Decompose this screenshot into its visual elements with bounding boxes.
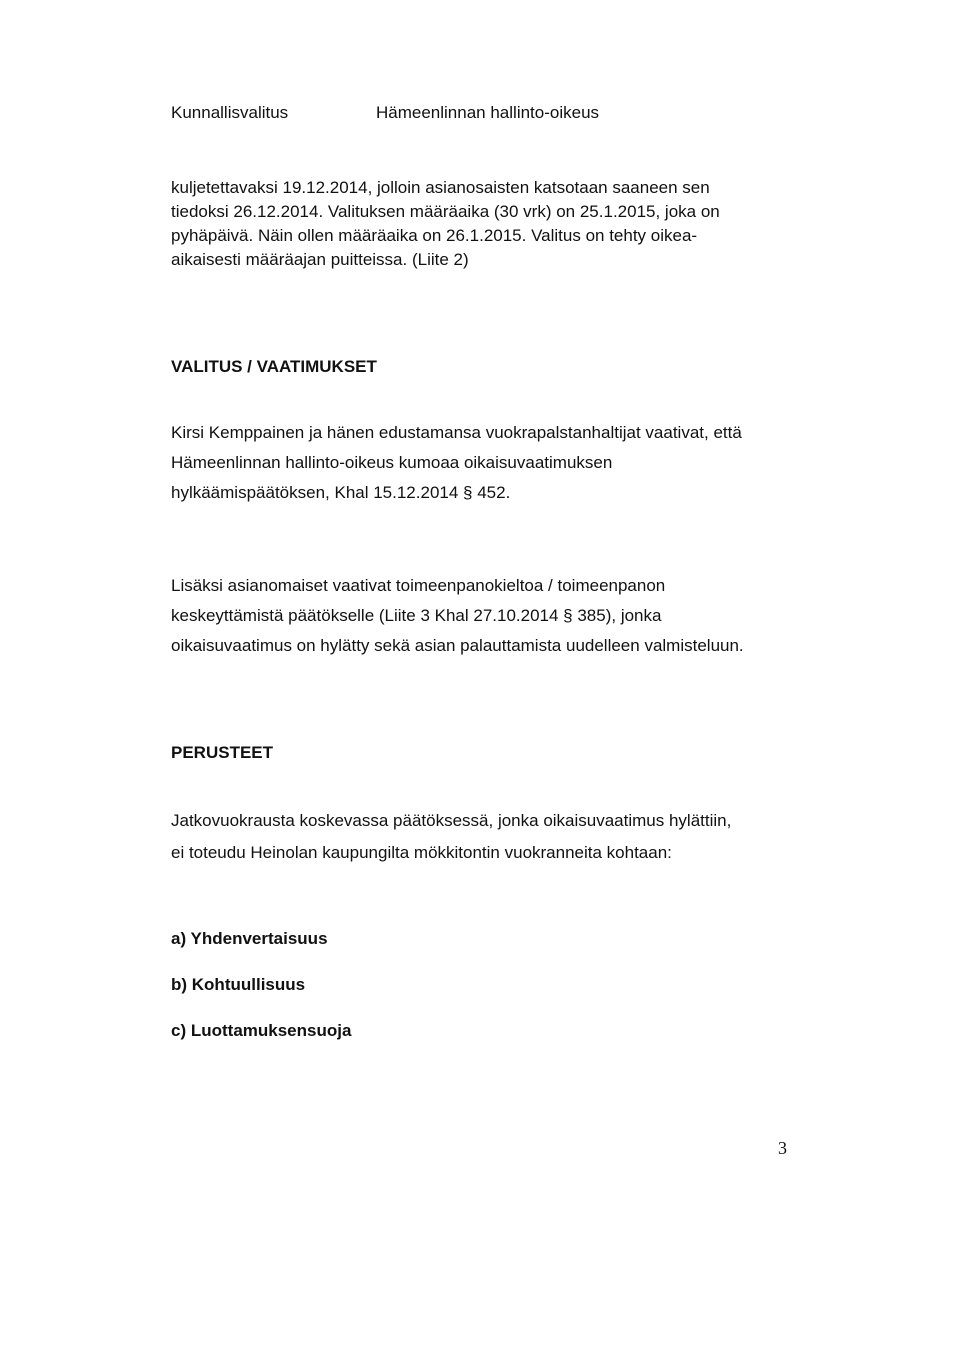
list-item: a) Yhdenvertaisuus [171, 929, 328, 948]
grounds-line: ei toteudu Heinolan kaupungilta mökkitontin vuokranneita kohtaan: [171, 843, 672, 862]
grounds-line: Jatkovuokrausta koskevassa päätöksessä, jonka oikaisuvaatimus hylättiin, [171, 811, 732, 830]
page-number: 3 [778, 1138, 787, 1158]
document-type: Kunnallisvalitus [171, 103, 289, 122]
claims-line: Hämeenlinnan hallinto-oikeus kumoaa oikaisuvaatimuksen [171, 453, 613, 472]
list-item: c) Luottamuksensuoja [171, 1021, 352, 1040]
list-item: b) Kohtuullisuus [171, 975, 306, 994]
claims-paragraph-2 [171, 571, 744, 661]
grounds-paragraph [171, 805, 731, 869]
claims-line: keskeyttämistä päätökselle (Liite 3 Khal 27.10.2014 § 385), jonka [171, 606, 662, 625]
claims-line: Lisäksi asianomaiset vaativat toimeenpanokieltoa / toimeenpanon [171, 576, 666, 595]
section-heading-grounds: PERUSTEET [171, 743, 274, 762]
intro-line: aikaisesti määräajan puitteissa. (Liite 2) [171, 250, 469, 269]
claims-line: oikaisuvaatimus on hylätty sekä asian palauttamista uudelleen valmisteluun. [171, 636, 744, 655]
recipient-court: Hämeenlinnan hallinto-oikeus [376, 103, 600, 122]
claims-line: hylkäämispäätöksen, Khal 15.12.2014 § 452. [171, 483, 511, 502]
intro-line: pyhäpäivä. Näin ollen määräaika on 26.1.2015. Valitus on tehty oikea- [171, 226, 698, 245]
intro-paragraph [171, 176, 720, 272]
intro-line: tiedoksi 26.12.2014. Valituksen määräaika (30 vrk) on 25.1.2015, joka on [171, 202, 720, 221]
intro-line: kuljetettavaksi 19.12.2014, jolloin asianosaisten katsotaan saaneen sen [171, 178, 710, 197]
claims-line: Kirsi Kemppainen ja hänen edustamansa vuokrapalstanhaltijat vaativat, että [171, 423, 742, 442]
claims-paragraph-1 [171, 418, 742, 508]
section-heading-claims: VALITUS / VAATIMUKSET [171, 357, 377, 376]
